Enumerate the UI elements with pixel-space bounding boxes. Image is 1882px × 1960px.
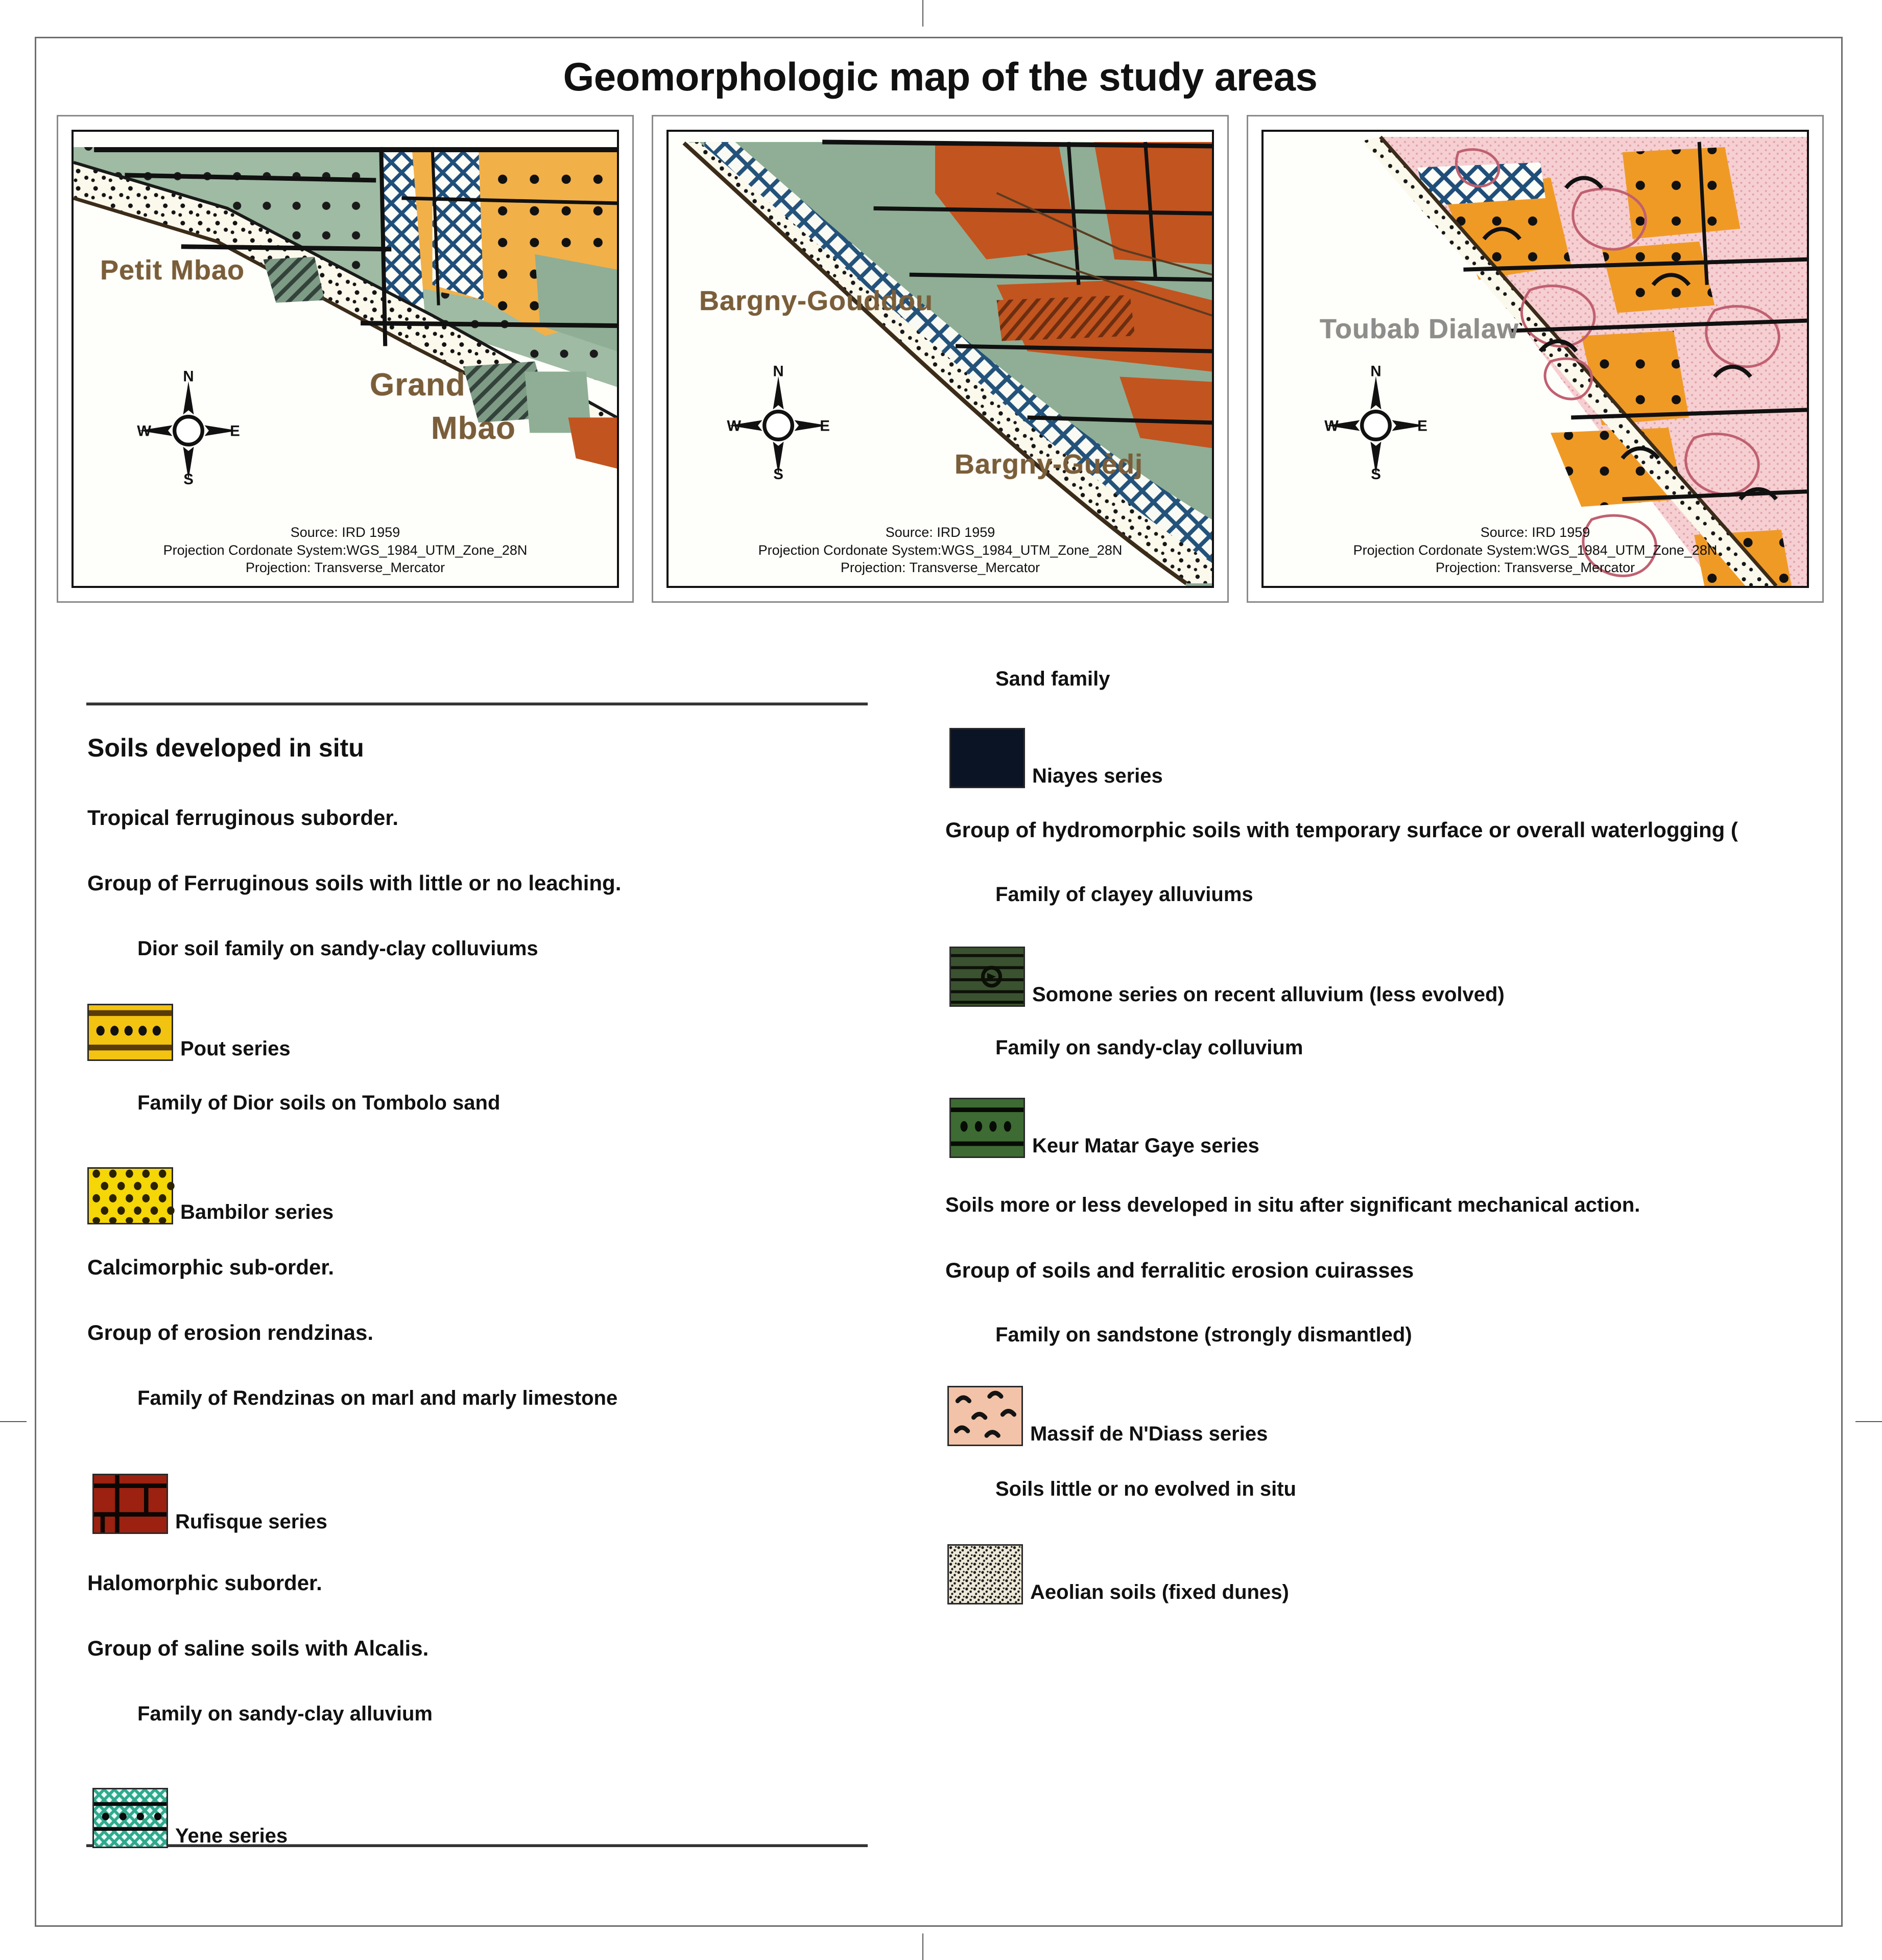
legend-entry-aeolian-soils[interactable] <box>947 1544 1289 1604</box>
crop-tick-bottom <box>922 1933 923 1960</box>
compass-rose-petit-grand-mbao <box>135 368 242 488</box>
legend-note-soils-after-mechanical-action: Soils more or less developed in situ after significant mechanical action. <box>945 1194 1640 1216</box>
legend-label-niayes-series: Niayes series <box>1032 765 1163 787</box>
legend-suborder-tropical-ferruginous: Tropical ferruginous suborder. <box>87 806 399 830</box>
map-canvas-bargny <box>666 130 1214 588</box>
legend-group-ferruginous-soils: Group of Ferruginous soils with little or no leaching. <box>87 871 622 895</box>
compass-rose-bargny <box>725 363 832 483</box>
legend-family-sand: Sand family <box>995 668 1110 690</box>
svg-text:S: S <box>1371 466 1381 483</box>
map-label-bargny-guedj: Bargny-Guèdj <box>955 449 1144 480</box>
map-artwork-petit-grand-mbao <box>74 132 617 586</box>
legend-label-rufisque-series: Rufisque series <box>175 1510 327 1533</box>
map-panel-bargny[interactable] <box>652 115 1229 603</box>
map-source-line: Source: IRD 1959 <box>885 525 995 540</box>
svg-text:E: E <box>820 417 830 435</box>
map-artwork-bargny <box>669 132 1212 586</box>
map-source-line: Source: IRD 1959 <box>1480 525 1590 540</box>
legend-group-hydromorphic-soils: Group of hydromorphic soils with temporary surface or overall waterlogging ( <box>945 818 1738 842</box>
map-label-toubab-dialaw: Toubab Dialaw <box>1320 314 1519 344</box>
svg-text:E: E <box>1417 417 1427 435</box>
legend-group-saline-soils-alcalis: Group of saline soils with Alcalis. <box>87 1636 429 1660</box>
swatch-yene-series <box>92 1788 168 1848</box>
legend-family-sandstone-dismantled: Family on sandstone (strongly dismantled) <box>995 1324 1412 1346</box>
map-artwork-toubab-dialaw <box>1264 132 1807 586</box>
svg-text:W: W <box>727 417 741 435</box>
legend-label-keur-matar-gaye-series: Keur Matar Gaye series <box>1032 1135 1259 1157</box>
map-label-mbao: Mbao <box>431 411 516 446</box>
map-projection-system-line: Projection Cordonate System:WGS_1984_UTM_Zone_28N <box>758 542 1123 558</box>
svg-text:N: N <box>183 368 194 385</box>
map-canvas-petit-grand-mbao <box>72 130 619 588</box>
map-label-petit-mbao: Petit Mbao <box>100 255 245 286</box>
page-frame <box>35 37 1843 1927</box>
legend-family-dior-sandy-clay-colluviums: Dior soil family on sandy-clay colluviums <box>137 937 538 960</box>
svg-text:N: N <box>773 363 784 380</box>
svg-text:E: E <box>230 422 240 440</box>
svg-text:W: W <box>1324 417 1339 435</box>
map-panel-toubab-dialaw[interactable] <box>1247 115 1824 603</box>
crop-tick-top <box>922 0 923 27</box>
legend-family-sandy-clay-alluvium: Family on sandy-clay alluvium <box>137 1703 433 1725</box>
map-projection-line: Projection: Transverse_Mercator <box>840 560 1040 576</box>
crop-tick-right <box>1855 1421 1882 1422</box>
map-panel-petit-grand-mbao[interactable] <box>57 115 634 603</box>
legend-entry-keur-matar-gaye-series[interactable] <box>949 1098 1259 1158</box>
map-projection-system-line: Projection Cordonate System:WGS_1984_UTM_Zone_28N <box>163 542 528 558</box>
legend-family-sandy-clay-colluvium: Family on sandy-clay colluvium <box>995 1036 1303 1059</box>
swatch-massif-de-ndiass-series <box>947 1386 1023 1446</box>
map-projection-line: Projection: Transverse_Mercator <box>245 560 445 576</box>
swatch-bambilor-series <box>87 1167 173 1224</box>
map-projection-system-line: Projection Cordonate System:WGS_1984_UTM_Zone_28N <box>1353 542 1718 558</box>
map-label-grand: Grand <box>370 367 466 403</box>
legend-suborder-halomorphic: Halomorphic suborder. <box>87 1571 322 1595</box>
map-canvas-toubab-dialaw <box>1261 130 1809 588</box>
legend-entry-massif-de-ndiass-series[interactable] <box>947 1386 1268 1446</box>
swatch-keur-matar-gaye-series <box>949 1098 1025 1158</box>
legend-entry-rufisque-series[interactable] <box>92 1474 327 1534</box>
legend-entry-niayes-series[interactable] <box>949 728 1163 788</box>
swatch-niayes-series <box>949 728 1025 788</box>
swatch-aeolian-soils <box>947 1544 1023 1604</box>
swatch-rufisque-series <box>92 1474 168 1534</box>
swatch-somone-series <box>949 947 1025 1007</box>
legend-group-erosion-rendzinas: Group of erosion rendzinas. <box>87 1320 374 1344</box>
legend <box>62 656 1829 1913</box>
swatch-pout-series <box>87 1004 173 1061</box>
legend-entry-yene-series[interactable] <box>92 1788 288 1848</box>
legend-entry-pout-series[interactable] <box>87 1004 291 1061</box>
map-projection-line: Projection: Transverse_Mercator <box>1435 560 1635 576</box>
legend-label-yene-series: Yene series <box>175 1825 288 1847</box>
legend-group-ferralitic-erosion-cuirasses: Group of soils and ferralitic erosion cuirasses <box>945 1258 1414 1282</box>
legend-top-divider <box>86 702 868 705</box>
legend-suborder-calcimorphic: Calcimorphic sub-order. <box>87 1255 335 1279</box>
legend-family-dior-tombolo-sand: Family of Dior soils on Tombolo sand <box>137 1092 501 1114</box>
legend-family-clayey-alluviums: Family of clayey alluviums <box>995 883 1253 906</box>
legend-heading-soils-developed-in-situ: Soils developed in situ <box>87 734 364 762</box>
legend-family-rendzinas-marl-limestone: Family of Rendzinas on marl and marly limestone <box>137 1387 618 1409</box>
svg-text:N: N <box>1370 363 1381 380</box>
legend-entry-bambilor-series[interactable] <box>87 1167 333 1224</box>
legend-label-somone-series: Somone series on recent alluvium (less evolved) <box>1032 983 1505 1006</box>
compass-rose-toubab-dialaw <box>1322 363 1430 483</box>
map-source-line: Source: IRD 1959 <box>290 525 400 540</box>
map-panels-row <box>57 115 1824 605</box>
svg-text:S: S <box>183 471 194 488</box>
legend-label-aeolian-soils: Aeolian soils (fixed dunes) <box>1030 1581 1289 1603</box>
crop-tick-left <box>0 1421 27 1422</box>
map-label-bargny-gouddou: Bargny-Gouddou <box>699 286 933 316</box>
svg-text:S: S <box>773 466 783 483</box>
svg-text:W: W <box>137 422 151 440</box>
legend-label-massif-de-ndiass-series: Massif de N'Diass series <box>1030 1423 1268 1445</box>
page-title: Geomorphologic map of the study areas <box>563 54 1318 99</box>
legend-label-pout-series: Pout series <box>180 1037 291 1060</box>
legend-note-soils-little-or-no-evolved: Soils little or no evolved in situ <box>995 1478 1296 1500</box>
legend-entry-somone-series[interactable] <box>949 947 1505 1007</box>
legend-label-bambilor-series: Bambilor series <box>180 1201 334 1223</box>
